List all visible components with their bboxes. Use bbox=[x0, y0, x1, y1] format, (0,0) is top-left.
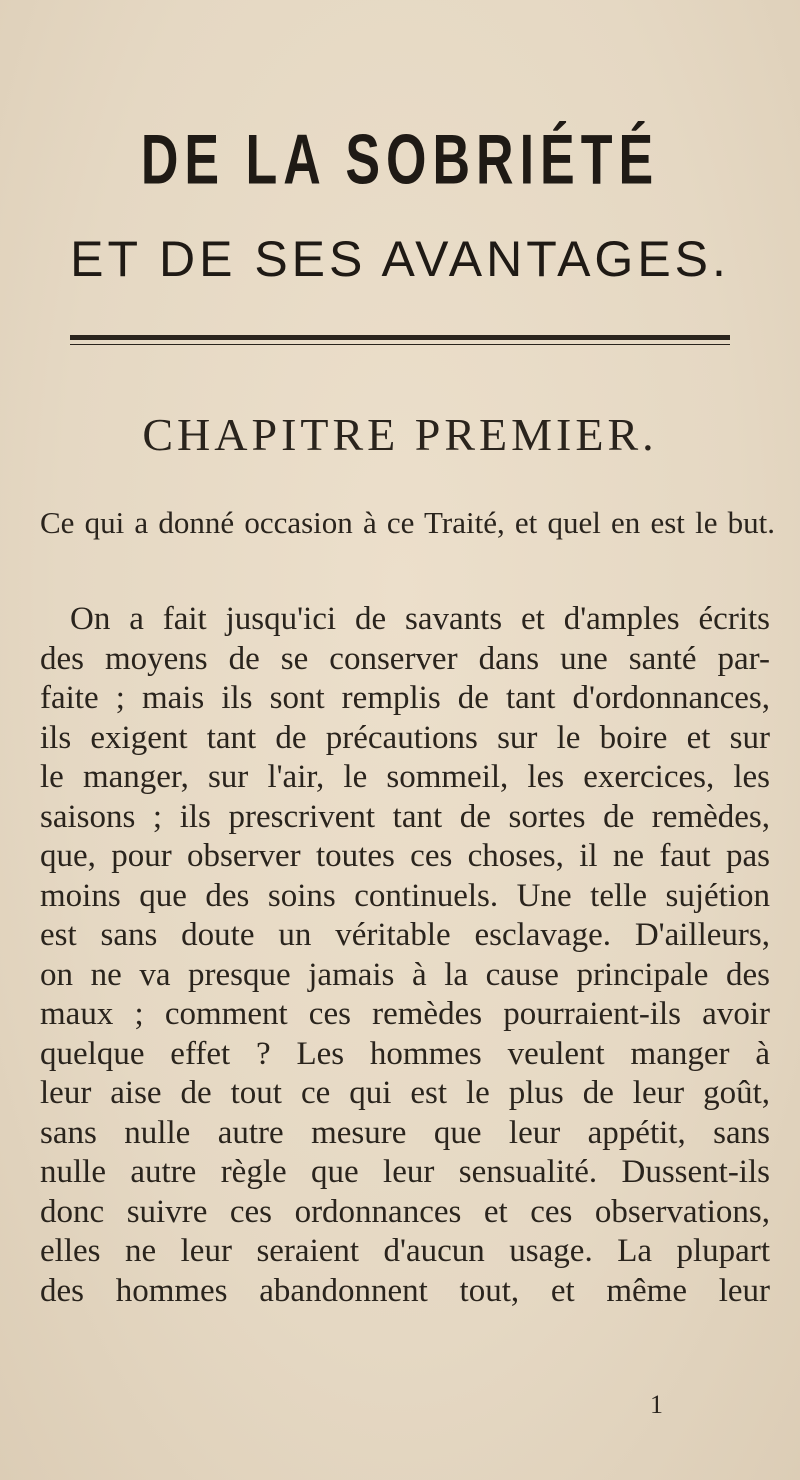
text-line: nulle autre règle que leur sensualité. Dussent-ils bbox=[40, 1154, 770, 1190]
text-line: faite ; mais ils sont remplis de tant d'ordonnances, bbox=[40, 680, 770, 716]
text-line: On a fait jusqu'ici de savants et d'amples écrits bbox=[70, 601, 770, 637]
text-line: moins que des soins continuels. Une telle sujétion bbox=[40, 877, 770, 914]
chapter-subtitle: Ce qui a donné occasion à ce Traité, et quel en est le but. bbox=[40, 505, 775, 540]
text-line: le manger, sur l'air, le sommeil, les exercices, les bbox=[40, 759, 770, 795]
title-line-1: DE LA SOBRIÉTÉ bbox=[140, 121, 660, 200]
text-line: ils exigent tant de précautions sur le boire et sur bbox=[40, 719, 770, 756]
title-line-2: ET DE SES AVANTAGES. bbox=[70, 231, 730, 287]
text-line: saisons ; ils prescrivent tant de sortes de remèdes, bbox=[40, 798, 770, 835]
text-line: elles ne leur seraient d'aucun usage. La plupart bbox=[40, 1233, 770, 1269]
text-line: est sans doute un véritable esclavage. D'ailleurs, bbox=[40, 917, 770, 953]
text-line: maux ; comment ces remèdes pourraient-ils avoir bbox=[40, 996, 770, 1032]
text-line: quelque effet ? Les hommes veulent manger à bbox=[40, 1035, 770, 1072]
text-line: des moyens de se conserver dans une santé par- bbox=[40, 640, 770, 677]
double-rule-divider bbox=[70, 335, 730, 349]
text-line: on ne va presque jamais à la cause principale des bbox=[40, 956, 770, 993]
body-text bbox=[40, 600, 770, 1311]
text-line: donc suivre ces ordonnances et ces observations, bbox=[40, 1193, 770, 1230]
chapter-title: CHAPITRE PREMIER. bbox=[142, 409, 658, 460]
rule-thick bbox=[70, 335, 730, 340]
signature-number: 1 bbox=[650, 1390, 663, 1419]
text-line: des hommes abandonnent tout, et même leur bbox=[40, 1272, 770, 1309]
rule-thin bbox=[70, 344, 730, 345]
text-line: que, pour observer toutes ces choses, il ne faut pas bbox=[40, 838, 770, 874]
text-line: leur aise de tout ce qui est le plus de leur goût, bbox=[40, 1075, 770, 1111]
text-line: sans nulle autre mesure que leur appétit, sans bbox=[40, 1114, 770, 1151]
